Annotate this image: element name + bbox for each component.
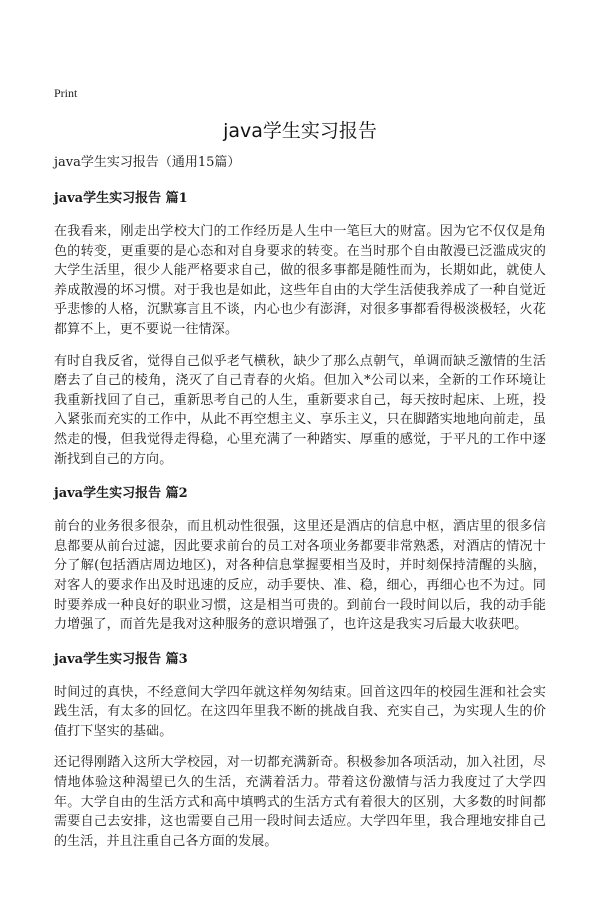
print-link[interactable]: Print <box>54 86 78 100</box>
document-title: java学生实习报告 <box>223 120 377 142</box>
paragraph: 前台的业务很多很杂，而且机动性很强，这里还是酒店的信息中枢，酒店里的很多信息都要从前台过滤，因此要求前台的员工对各项业务都要非常熟悉，对酒店的情况十分了解(包括酒店周边地区)，对各种信息掌握要相当及时，并时刻保持清醒的头脑，对客人的要求作出及时迅速的反应，动手要快、准、稳，细心，再细心也不为过。同时要养成一种良好的职业习惯，这是相当可贵的。到前台一段时间以后，我的动手能力增强了，而首先是我对这种服务的意识增强了，也许这是我实习后最大收获吧。 <box>54 519 546 633</box>
paragraph: 时间过的真快，不经意间大学四年就这样匆匆结束。回首这四年的校园生涯和社会实践生活，有太多的回忆。在这四年里我不断的挑战自我、充实自己，为实现人生的价值打下坚实的基础。 <box>54 684 546 739</box>
section-heading: java学生实习报告 篇3 <box>54 651 188 667</box>
paragraph: 有时自我反省，觉得自己似乎老气横秋，缺少了那么点朝气，单调而缺乏激情的生活磨去了自己的棱角，浇灭了自己青春的火焰。但加入*公司以来，全新的工作环境让我重新找回了自己，重新思考自己的人生，重新要求自己，每天按时起床、上班，投入紧张而充实的工作中，从此不再空想主义、享乐主义，只在脚踏实地地向前走，虽然走的慢，但我觉得走得稳，心里充满了一种踏实、厚重的感觉，于平凡的工作中逐渐找到自己的方向。 <box>54 353 546 467</box>
section-heading: java学生实习报告 篇1 <box>54 191 188 206</box>
section-2 <box>54 485 546 635</box>
section-1 <box>54 190 546 469</box>
section-heading: java学生实习报告 篇2 <box>54 486 188 502</box>
paragraph: 还记得刚踏入这所大学校园，对一切都充满新奇。积极参加各项活动，加入社团，尽情地体验这种渴望已久的生活，充满着活力。带着这份激情与活力我度过了大学四年。大学自由的生活方式和高中填鸭式的生活方式有着很大的区别，大多数的时间都需要自己去安排，这也需要自己用一段时间去适应。大学四年里，我合理地安排自己的生活，并且注重自己各方面的发展。 <box>54 755 546 849</box>
paragraph: 在我看来，刚走出学校大门的工作经历是人生中一笔巨大的财富。因为它不仅仅是角色的转变，更重要的是心态和对自身要求的转变。在当时那个自由散漫已泛滥成灾的大学生活里，很少人能严格要求自己，做的很多事都是随性而为，长期如此，就使人养成散漫的坏习惯。对于我也是如此，这些年自由的大学生活使我养成了一种自觉近乎悲惨的人格，沉默寡言且不谈，内心也少有澎湃，对很多事都看得极淡极轻，火花都算不上，更不要说一往情深。 <box>54 224 546 337</box>
section-3 <box>54 651 546 852</box>
document-subtitle: java学生实习报告（通用15篇） <box>54 155 241 170</box>
document-body <box>54 154 546 867</box>
